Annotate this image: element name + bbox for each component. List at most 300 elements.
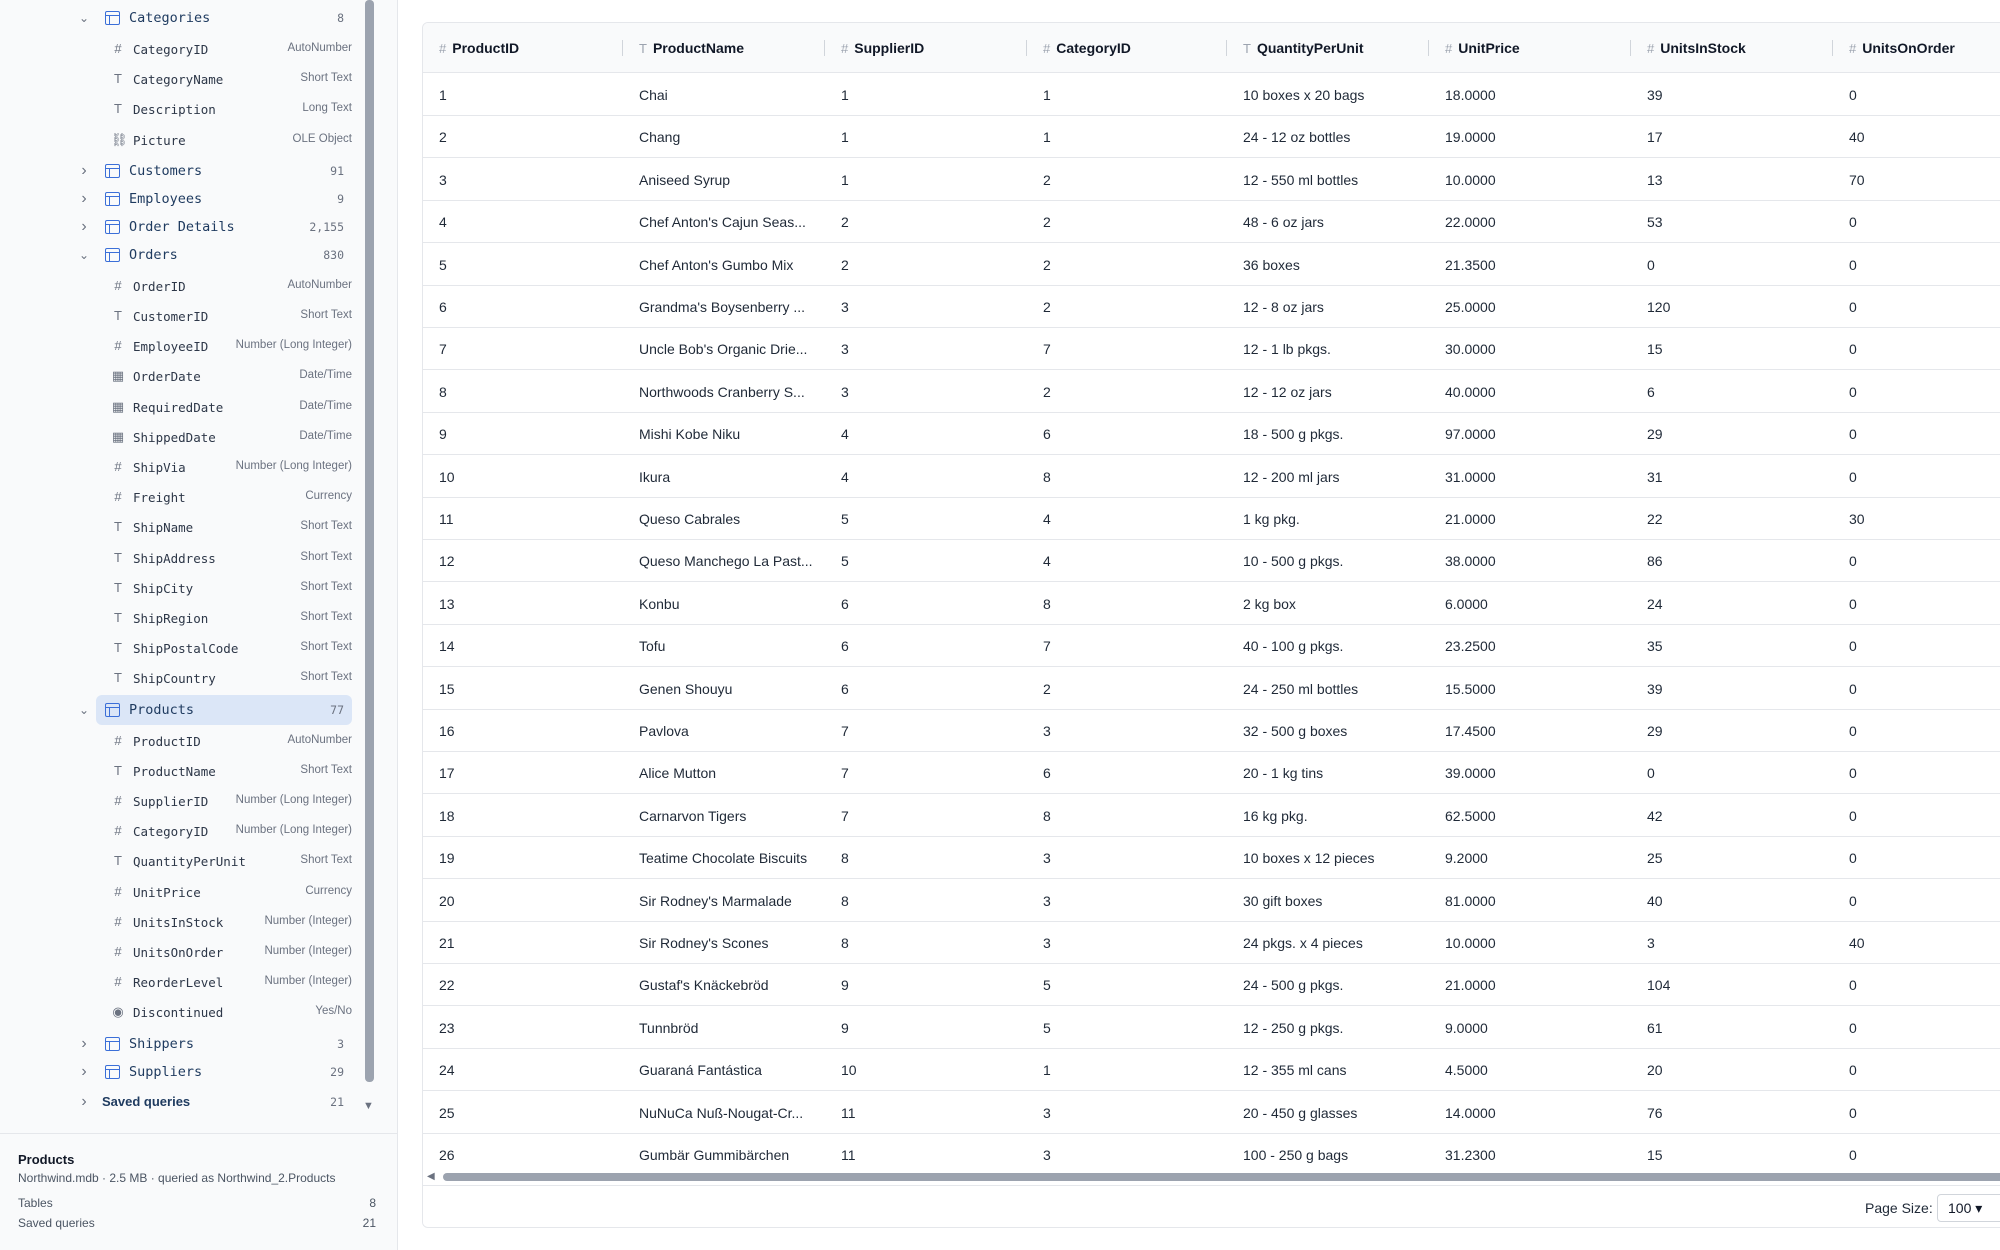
field-row[interactable] xyxy=(0,331,360,361)
table-cell: Sir Rodney's Scones xyxy=(639,935,769,951)
field-row[interactable] xyxy=(0,64,360,94)
table-cell: 0 xyxy=(1849,553,1857,570)
table-cell: 0 xyxy=(1849,723,1857,739)
chevron-right-icon[interactable]: › xyxy=(81,1092,87,1110)
table-row[interactable] xyxy=(423,456,2000,498)
field-name: Description xyxy=(133,102,216,118)
table-row[interactable] xyxy=(423,668,2000,710)
table-row[interactable] xyxy=(423,922,2000,964)
table-icon xyxy=(105,1065,120,1079)
number-icon: # xyxy=(1043,40,1051,56)
table-row-count: 29 xyxy=(330,1064,344,1079)
field-row[interactable] xyxy=(0,967,360,997)
field-name: CustomerID xyxy=(133,309,209,324)
table-cell: 21 xyxy=(439,935,455,951)
table-icon xyxy=(105,164,120,178)
table-cell: 10 boxes x 20 bags xyxy=(1243,87,1365,103)
table-cell: 53 xyxy=(1647,214,1663,231)
field-name: ShipRegion xyxy=(133,611,209,626)
number-icon: # xyxy=(114,732,122,748)
table-node-orders[interactable] xyxy=(0,241,360,269)
field-type: Short Text xyxy=(300,641,352,654)
table-cell: 31.0000 xyxy=(1445,468,1496,485)
table-cell: 3 xyxy=(1043,1147,1051,1163)
chevron-down-icon[interactable]: ⌄ xyxy=(78,702,90,717)
table-node-products[interactable] xyxy=(0,696,360,724)
table-cell: 0 xyxy=(1849,892,1857,909)
table-cell: 4 xyxy=(439,214,447,231)
table-node-suppliers[interactable] xyxy=(0,1058,360,1086)
table-cell: 0 xyxy=(1849,680,1857,697)
field-name: UnitsOnOrder xyxy=(133,945,224,960)
table-row[interactable] xyxy=(423,880,2000,922)
table-cell: 5 xyxy=(1043,977,1051,994)
footer-queries-label: Saved queries xyxy=(18,1216,95,1230)
field-type: Number (Long Integer) xyxy=(235,339,352,352)
field-type: AutoNumber xyxy=(287,42,352,54)
table-cell: 0 xyxy=(1647,765,1655,782)
table-cell: 2 xyxy=(841,214,849,231)
text-icon: T xyxy=(114,762,122,778)
table-cell: 39 xyxy=(1647,87,1663,103)
chevron-down-icon[interactable]: ⌄ xyxy=(78,247,90,262)
table-row[interactable] xyxy=(423,540,2000,582)
text-icon: T xyxy=(114,519,122,535)
table-cell: 22.0000 xyxy=(1445,214,1496,231)
table-cell: 30 gift boxes xyxy=(1243,892,1323,909)
table-cell: Tunnbröd xyxy=(639,1019,699,1036)
field-row[interactable] xyxy=(0,603,360,633)
number-icon: # xyxy=(114,793,122,808)
scroll-left-arrow-icon[interactable]: ◀ xyxy=(427,1171,435,1182)
number-icon: # xyxy=(114,944,122,959)
field-type: Currency xyxy=(305,884,352,897)
table-cell: 6 xyxy=(841,595,849,612)
column-header-productid[interactable] xyxy=(439,23,623,73)
footer-tables-value: 8 xyxy=(369,1196,376,1210)
table-row-count: 3 xyxy=(337,1036,344,1051)
table-row[interactable] xyxy=(423,201,2000,243)
table-cell: 12 - 200 ml jars xyxy=(1243,468,1340,485)
table-cell: 10 xyxy=(841,1062,857,1079)
table-cell: 61 xyxy=(1647,1019,1663,1036)
table-icon xyxy=(105,11,120,25)
field-row[interactable] xyxy=(0,125,360,155)
field-name: OrderID xyxy=(133,278,186,294)
field-type: Yes/No xyxy=(315,1005,352,1018)
table-cell: Grandma's Boysenberry ... xyxy=(639,299,806,315)
table-cell: 20 - 1 kg tins xyxy=(1243,765,1324,782)
table-row[interactable] xyxy=(423,964,2000,1006)
field-row[interactable] xyxy=(0,907,360,937)
table-cell: 29 xyxy=(1647,723,1663,739)
table-cell: 40 xyxy=(1849,129,1865,146)
table-cell: 32 - 500 g boxes xyxy=(1243,723,1348,739)
schema-sidebar xyxy=(0,0,398,1250)
field-row[interactable] xyxy=(0,482,360,512)
column-resize-handle[interactable] xyxy=(824,40,825,56)
table-cell: 13 xyxy=(1647,171,1663,188)
table-cell: 40 xyxy=(1647,892,1663,909)
column-header-supplierid[interactable] xyxy=(841,23,1027,73)
column-header-unitsinstock[interactable] xyxy=(1647,23,1833,73)
table-row[interactable] xyxy=(423,1007,2000,1049)
table-cell: 3 xyxy=(841,341,849,358)
column-header-categoryid[interactable] xyxy=(1043,23,1227,73)
table-cell: 1 xyxy=(1043,129,1051,146)
field-name: QuantityPerUnit xyxy=(133,854,246,870)
calendar-icon: ▦ xyxy=(111,368,125,384)
table-cell: 2 xyxy=(1043,256,1051,273)
table-row[interactable] xyxy=(423,328,2000,370)
saved-queries-label: Saved queries xyxy=(102,1094,191,1110)
scroll-down-arrow-icon[interactable]: ▼ xyxy=(363,1100,374,1112)
table-cell: 30 xyxy=(1849,511,1865,527)
table-row-count: 830 xyxy=(323,247,344,262)
table-cell: 2 kg box xyxy=(1243,595,1296,612)
table-cell: 17 xyxy=(1647,129,1663,146)
table-cell: 1 xyxy=(1043,1062,1051,1079)
field-row[interactable] xyxy=(0,361,360,391)
table-row[interactable] xyxy=(423,74,2000,116)
table-cell: 16 xyxy=(439,723,455,739)
table-cell: 25 xyxy=(1647,850,1663,867)
table-cell: 1 xyxy=(841,171,849,188)
table-node-order-details[interactable] xyxy=(0,213,360,241)
table-cell: Alice Mutton xyxy=(639,765,717,782)
field-type: Number (Long Integer) xyxy=(235,460,352,472)
table-cell: 16 kg pkg. xyxy=(1243,807,1308,824)
table-cell: 6 xyxy=(841,638,849,655)
field-name: CategoryName xyxy=(133,72,224,88)
table-cell: 31 xyxy=(1647,468,1663,485)
table-row[interactable] xyxy=(423,837,2000,879)
table-cell: 2 xyxy=(1043,680,1051,697)
table-cell: 22 xyxy=(1647,511,1663,527)
table-node-categories[interactable] xyxy=(0,4,360,32)
column-header-productname[interactable] xyxy=(639,23,825,73)
field-type: AutoNumber xyxy=(287,278,352,291)
table-node-shippers[interactable] xyxy=(0,1030,360,1058)
column-resize-handle[interactable] xyxy=(1832,40,1833,56)
table-cell: 3 xyxy=(1043,935,1051,951)
column-resize-handle[interactable] xyxy=(1630,40,1631,56)
table-node-employees[interactable] xyxy=(0,185,360,213)
page-size-select[interactable]: 100 ▾ xyxy=(1937,1194,2000,1222)
table-cell: 14 xyxy=(439,638,455,655)
field-row[interactable] xyxy=(0,633,360,663)
table-cell: 19 xyxy=(439,850,455,867)
column-header-label: ProductID xyxy=(452,40,520,56)
table-cell: 5 xyxy=(1043,1019,1051,1036)
table-cell: 36 boxes xyxy=(1243,256,1300,273)
field-row[interactable] xyxy=(0,786,360,816)
field-name: ProductID xyxy=(133,733,201,749)
table-cell: 18 xyxy=(439,807,455,824)
number-icon: # xyxy=(114,277,122,293)
table-cell: 0 xyxy=(1849,214,1857,231)
table-cell: 21.3500 xyxy=(1445,256,1496,273)
table-cell: 15.5000 xyxy=(1445,680,1496,697)
column-resize-handle[interactable] xyxy=(1026,40,1027,56)
table-row[interactable] xyxy=(423,1049,2000,1091)
text-icon: T xyxy=(1243,40,1251,56)
schema-tree xyxy=(0,0,360,1116)
table-cell: Chef Anton's Gumbo Mix xyxy=(639,256,794,273)
table-cell: 12 - 550 ml bottles xyxy=(1243,171,1359,188)
table-cell: Queso Manchego La Past... xyxy=(639,553,813,570)
field-type: Short Text xyxy=(300,854,352,867)
table-cell: 0 xyxy=(1849,299,1857,315)
number-icon: # xyxy=(114,41,122,56)
field-name: ShippedDate xyxy=(133,429,216,445)
chevron-right-icon[interactable]: › xyxy=(81,217,87,235)
table-cell: 0 xyxy=(1849,426,1857,443)
field-row[interactable] xyxy=(0,94,360,124)
table-row-count: 8 xyxy=(337,11,344,25)
field-row[interactable] xyxy=(0,543,360,573)
field-row[interactable] xyxy=(0,997,360,1027)
table-cell: 76 xyxy=(1647,1104,1663,1121)
table-cell: 100 - 250 g bags xyxy=(1243,1147,1349,1163)
field-row[interactable] xyxy=(0,937,360,967)
table-cell: 70 xyxy=(1849,171,1865,188)
table-cell: 24 xyxy=(439,1062,455,1079)
table-cell: 0 xyxy=(1849,765,1857,782)
table-name: Orders xyxy=(129,246,178,263)
text-icon: T xyxy=(114,670,122,686)
table-cell: 40 - 100 g pkgs. xyxy=(1243,638,1344,655)
sidebar-footer xyxy=(0,1133,398,1250)
field-type: Date/Time xyxy=(299,369,352,382)
table-row[interactable] xyxy=(423,159,2000,201)
field-type: Number (Integer) xyxy=(264,914,352,927)
table-cell: Chai xyxy=(639,87,668,103)
table-cell: 6 xyxy=(1647,383,1655,400)
field-row[interactable] xyxy=(0,271,360,301)
number-icon: # xyxy=(114,913,122,929)
table-cell: 15 xyxy=(1647,1147,1663,1163)
field-type: Long Text xyxy=(302,102,352,115)
table-cell: 6 xyxy=(1043,426,1051,443)
main-panel xyxy=(398,0,2000,1250)
field-row[interactable] xyxy=(0,422,360,452)
sidebar-scrollbar[interactable] xyxy=(365,0,374,1082)
table-cell: Konbu xyxy=(639,595,680,612)
field-row[interactable] xyxy=(0,512,360,542)
table-cell: 18.0000 xyxy=(1445,87,1496,103)
table-cell: 11 xyxy=(841,1147,856,1163)
footer-tables-row xyxy=(18,1196,382,1210)
field-row[interactable] xyxy=(0,816,360,846)
field-row[interactable] xyxy=(0,452,360,482)
table-cell: 7 xyxy=(1043,341,1051,358)
table-cell: 17.4500 xyxy=(1445,723,1496,739)
table-row[interactable] xyxy=(423,371,2000,413)
table-row[interactable] xyxy=(423,795,2000,837)
column-header-label: UnitsOnOrder xyxy=(1862,40,1955,56)
table-cell: 40.0000 xyxy=(1445,383,1496,400)
number-icon: # xyxy=(1445,40,1453,56)
chevron-right-icon[interactable]: › xyxy=(81,161,87,179)
table-cell: 81.0000 xyxy=(1445,892,1496,909)
table-cell: NuNuCa Nuß-Nougat-Cr... xyxy=(639,1104,804,1121)
calendar-icon: ▦ xyxy=(111,398,125,414)
column-resize-handle[interactable] xyxy=(1226,40,1227,56)
table-cell: 10 xyxy=(439,468,455,485)
text-icon: T xyxy=(114,853,122,869)
table-cell: 15 xyxy=(439,680,455,697)
table-cell: 8 xyxy=(841,850,849,867)
table-cell: 13 xyxy=(439,595,455,612)
field-name: ShipPostalCode xyxy=(133,641,239,657)
footer-title: Products xyxy=(18,1152,75,1167)
table-cell: 8 xyxy=(1043,468,1051,485)
table-cell: 4 xyxy=(1043,511,1051,527)
field-type: Short Text xyxy=(300,72,352,85)
field-type: Date/Time xyxy=(299,429,352,442)
table-cell: 4 xyxy=(841,426,849,443)
table-cell: 24 - 12 oz bottles xyxy=(1243,129,1351,146)
chevron-right-icon[interactable]: › xyxy=(81,1062,87,1080)
column-header-quantityperunit[interactable] xyxy=(1243,23,1429,73)
table-cell: 12 - 12 oz jars xyxy=(1243,383,1332,400)
field-row[interactable] xyxy=(0,573,360,603)
text-icon: T xyxy=(639,40,647,56)
table-cell: 20 - 450 g glasses xyxy=(1243,1104,1358,1121)
number-icon: # xyxy=(114,459,122,474)
chevron-down-icon[interactable]: ⌄ xyxy=(78,11,90,25)
field-type: Number (Long Integer) xyxy=(235,824,352,837)
table-row[interactable] xyxy=(423,116,2000,158)
table-row[interactable] xyxy=(423,244,2000,286)
table-cell: 3 xyxy=(439,171,447,188)
field-row[interactable] xyxy=(0,846,360,876)
field-row[interactable] xyxy=(0,392,360,422)
table-cell: 0 xyxy=(1849,1019,1857,1036)
field-name: ProductName xyxy=(133,763,216,779)
table-cell: Uncle Bob's Organic Drie... xyxy=(639,341,808,358)
table-cell: Queso Cabrales xyxy=(639,511,741,527)
calendar-icon: ▦ xyxy=(111,428,125,444)
table-cell: 4 xyxy=(1043,553,1051,570)
table-cell: 23 xyxy=(439,1019,455,1036)
table-cell: Chang xyxy=(639,129,681,146)
table-cell: 1 xyxy=(1043,87,1051,103)
table-cell: Ikura xyxy=(639,468,671,485)
table-cell: 6 xyxy=(841,680,849,697)
column-header-label: ProductName xyxy=(652,40,744,56)
pager xyxy=(423,1185,2000,1228)
table-name: Products xyxy=(129,701,195,718)
table-node-customers[interactable] xyxy=(0,157,360,185)
column-header-unitsonorder[interactable] xyxy=(1849,23,2000,73)
table-cell: 12 - 250 g pkgs. xyxy=(1243,1019,1344,1036)
table-cell: 0 xyxy=(1849,468,1857,485)
table-cell: 15 xyxy=(1647,341,1663,358)
table-cell: Teatime Chocolate Biscuits xyxy=(639,850,808,867)
table-cell: 20 xyxy=(439,892,455,909)
field-row[interactable] xyxy=(0,756,360,786)
table-row[interactable] xyxy=(423,752,2000,794)
table-cell: 24 pkgs. x 4 pieces xyxy=(1243,935,1363,951)
table-cell: 12 - 1 lb pkgs. xyxy=(1243,341,1331,358)
field-type: Number (Integer) xyxy=(264,975,352,988)
field-row[interactable] xyxy=(0,34,360,64)
chevron-right-icon[interactable]: › xyxy=(81,1034,87,1052)
table-cell: 97.0000 xyxy=(1445,426,1496,443)
saved-queries-node[interactable] xyxy=(0,1088,360,1116)
column-resize-handle[interactable] xyxy=(622,40,623,56)
table-row-count: 9 xyxy=(337,191,344,206)
table-cell: 7 xyxy=(841,723,849,739)
table-cell: 1 xyxy=(439,87,447,103)
table-cell: 7 xyxy=(841,765,849,782)
grid-header xyxy=(423,23,2000,73)
table-cell: 9 xyxy=(841,1019,849,1036)
horizontal-scroll-thumb[interactable] xyxy=(443,1173,2000,1181)
table-cell: 8 xyxy=(1043,807,1051,824)
table-cell: 6 xyxy=(1043,765,1051,782)
table-row[interactable] xyxy=(423,1092,2000,1134)
chevron-right-icon[interactable]: › xyxy=(81,189,87,207)
table-cell: 9.0000 xyxy=(1445,1019,1488,1036)
field-row[interactable] xyxy=(0,663,360,693)
table-cell: Gumbär Gummibärchen xyxy=(639,1147,790,1163)
table-cell: 22 xyxy=(439,977,455,994)
table-cell: Guaraná Fantástica xyxy=(639,1062,762,1079)
table-row[interactable] xyxy=(423,710,2000,752)
field-row[interactable] xyxy=(0,726,360,756)
table-icon xyxy=(105,220,120,234)
table-cell: Pavlova xyxy=(639,723,689,739)
footer-tables-label: Tables xyxy=(18,1196,53,1210)
table-cell: 24 xyxy=(1647,595,1663,612)
column-header-unitprice[interactable] xyxy=(1445,23,1631,73)
field-row[interactable] xyxy=(0,301,360,331)
table-row-count: 2,155 xyxy=(309,219,344,234)
table-cell: 1 xyxy=(841,87,849,103)
table-row[interactable] xyxy=(423,583,2000,625)
table-cell: 5 xyxy=(841,553,849,570)
column-header-label: SupplierID xyxy=(854,40,925,56)
field-name: ShipCity xyxy=(133,580,194,596)
table-cell: 12 - 8 oz jars xyxy=(1243,299,1324,315)
table-cell: 35 xyxy=(1647,638,1663,655)
table-row[interactable] xyxy=(423,286,2000,328)
table-row-count: 91 xyxy=(330,163,344,178)
table-cell: Northwoods Cranberry S... xyxy=(639,383,805,400)
table-cell: Mishi Kobe Niku xyxy=(639,426,741,443)
table-cell: 2 xyxy=(1043,383,1051,400)
field-name: OrderDate xyxy=(133,369,201,385)
field-type: Number (Long Integer) xyxy=(235,794,352,806)
horizontal-scrollbar[interactable] xyxy=(423,1170,2000,1184)
table-row[interactable] xyxy=(423,625,2000,667)
field-row[interactable] xyxy=(0,877,360,907)
table-cell: 3 xyxy=(1043,723,1051,739)
table-row[interactable] xyxy=(423,498,2000,540)
table-cell: 5 xyxy=(439,256,447,273)
field-type: AutoNumber xyxy=(287,733,352,746)
table-row[interactable] xyxy=(423,413,2000,455)
column-resize-handle[interactable] xyxy=(1428,40,1429,56)
table-icon xyxy=(105,703,120,717)
field-name: Picture xyxy=(133,132,186,148)
table-cell: 3 xyxy=(1043,1104,1051,1121)
table-cell: 39 xyxy=(1647,680,1663,697)
table-cell: 0 xyxy=(1849,595,1857,612)
